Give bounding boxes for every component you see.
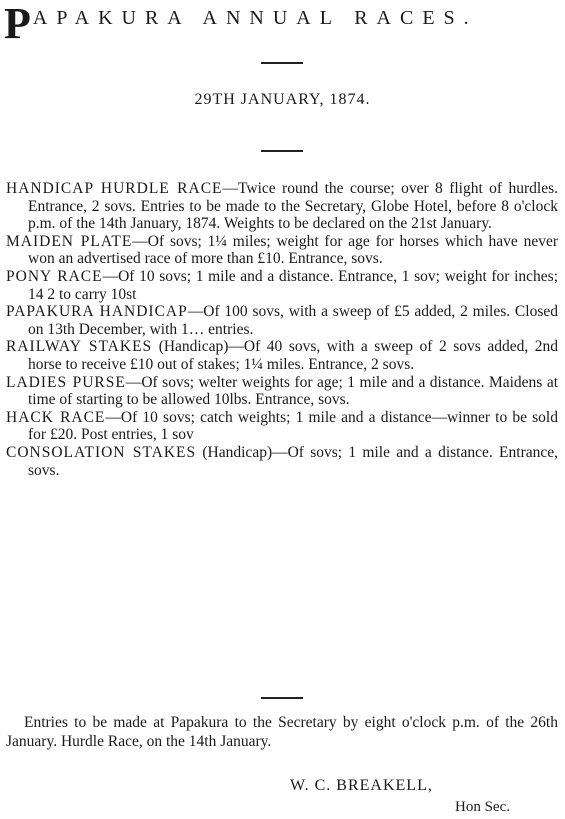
- masthead-title: APAKURA ANNUAL RACES.: [32, 7, 478, 29]
- race-entry: [6, 180, 558, 233]
- race-entry: [6, 374, 558, 409]
- race-entry: [6, 338, 558, 373]
- divider-rule-2: [261, 150, 303, 152]
- race-title: HACK RACE: [6, 408, 106, 426]
- race-details: (Handicap)—Of 40 sovs, with a sweep of 2 sovs added, 2nd horse to receive £10 out of stakes; 1¼ miles. Entrance, 2 sovs.: [28, 338, 558, 373]
- race-title: HANDICAP HURDLE RACE: [6, 180, 223, 197]
- event-date: 29TH JANUARY, 1874.: [194, 91, 371, 108]
- race-title: PAPAKURA HANDICAP: [6, 303, 188, 321]
- race-details: —Of 100 sovs, with a sweep of £5 added, 2 miles. Closed on 13th December, with 1… entries.: [28, 303, 558, 338]
- race-details: —Of sovs; welter weights for age; 1 mile and a distance. Maidens at time of starting to be allowed 10lbs. Entrance, sovs.: [28, 373, 558, 409]
- race-title: LADIES PURSE: [6, 373, 126, 391]
- entries-notice: Entries to be made at Papakura to the Secretary by eight o'clock p.m. of the 26th January. Hurdle Race, on the 14th January.: [6, 714, 558, 750]
- race-title: PONY RACE: [6, 267, 103, 285]
- race-entry: [6, 409, 558, 444]
- race-entry: [6, 233, 558, 268]
- race-details: —Twice round the course; over 8 flight of hurdles. Entrance, 2 sovs. Entries to be made to the Secretary, Globe Hotel, before 8 o'clock p.m. of the 14th January, 1874. Weights to be declared on the 21st January.: [28, 180, 558, 233]
- race-entries-list: [6, 180, 558, 479]
- masthead-drop-cap: P: [4, 0, 31, 48]
- signature-name: W. C. BREAKELL,: [290, 777, 433, 794]
- race-details: —Of 10 sovs; 1 mile and a distance. Entrance, 1 sov; weight for inches; 14 2 to carry 10st: [28, 267, 558, 303]
- signature-title: Hon Sec.: [455, 799, 510, 815]
- race-details: (Handicap)—Of sovs; 1 mile and a distance. Entrance, sovs.: [28, 443, 558, 479]
- divider-rule-1: [261, 62, 303, 64]
- masthead: [4, 2, 564, 46]
- race-entry: [6, 268, 558, 303]
- race-title: RAILWAY STAKES: [6, 338, 153, 356]
- divider-rule-3: [261, 697, 303, 699]
- race-details: —Of 10 sovs; catch weights; 1 mile and a distance—winner to be sold for £20. Post entries, 1 sov: [28, 408, 558, 444]
- race-entry: [6, 444, 558, 479]
- race-title: CONSOLATION STAKES: [6, 443, 197, 461]
- race-details: —Of sovs; 1¼ miles; weight for age for horses which have never won an advertised race of more than £10. Entrance, sovs.: [28, 232, 558, 268]
- race-title: MAIDEN PLATE: [6, 232, 133, 250]
- race-entry: [6, 303, 558, 338]
